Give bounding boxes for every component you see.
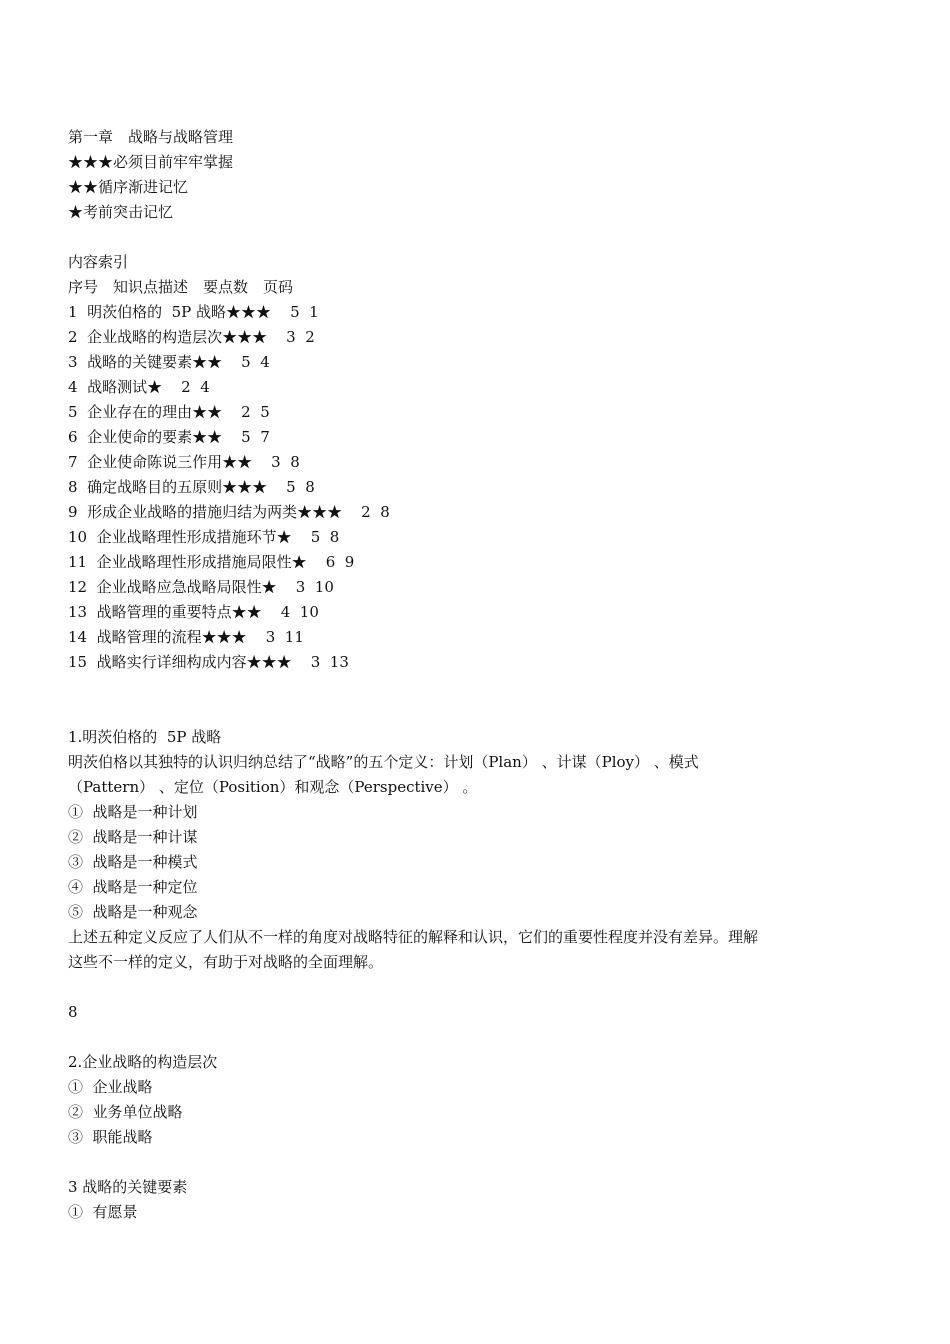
section2-item: ③ 职能战略 <box>68 1128 153 1146</box>
index-heading: 内容索引 <box>68 253 129 271</box>
legend-one-star: ★考前突击记忆 <box>68 203 174 221</box>
section1-item: ③ 战略是一种模式 <box>68 853 198 871</box>
page-number: 8 <box>68 1003 78 1021</box>
legend-two-star: ★★循序渐进记忆 <box>68 178 189 196</box>
spacer <box>68 1025 768 1050</box>
spacer <box>68 975 768 1000</box>
section1-heading: 1.明茨伯格的 5P 战略 <box>68 728 222 746</box>
index-row: 5 企业存在的理由★★ 2 5 <box>68 403 270 421</box>
section2-heading: 2.企业战略的构造层次 <box>68 1053 218 1071</box>
chapter-title: 第一章 战略与战略管理 <box>68 128 234 146</box>
index-row: 7 企业使命陈说三作用★★ 3 8 <box>68 453 300 471</box>
section3-item: ① 有愿景 <box>68 1203 138 1221</box>
section1-intro: 明茨伯格以其独特的认识归纳总结了“战略”的五个定义：计划（Plan） 、计谋（Ploy） 、模式（Pattern） 、定位（Position）和观念（Perspective） 。 <box>68 753 699 796</box>
section3-heading: 3 战略的关键要素 <box>68 1178 188 1196</box>
index-row: 6 企业使命的要素★★ 5 7 <box>68 428 270 446</box>
spacer <box>68 675 768 725</box>
index-row: 12 企业战略应急战略局限性★ 3 10 <box>68 578 334 596</box>
section1-item: ⑤ 战略是一种观念 <box>68 903 198 921</box>
document-page <box>68 125 768 1225</box>
index-row: 11 企业战略理性形成措施局限性★ 6 9 <box>68 553 355 571</box>
index-row: 9 形成企业战略的措施归结为两类★★★ 2 8 <box>68 503 390 521</box>
index-columns: 序号 知识点描述 要点数 页码 <box>68 278 294 296</box>
spacer <box>68 225 768 250</box>
section1-item: ② 战略是一种计谋 <box>68 828 198 846</box>
index-row: 13 战略管理的重要特点★★ 4 10 <box>68 603 319 621</box>
legend-three-star: ★★★必须目前牢牢掌握 <box>68 153 234 171</box>
index-row: 8 确定战略目的五原则★★★ 5 8 <box>68 478 315 496</box>
section1-item: ④ 战略是一种定位 <box>68 878 198 896</box>
index-row: 10 企业战略理性形成措施环节★ 5 8 <box>68 528 340 546</box>
index-row: 1 明茨伯格的 5P 战略★★★ 5 1 <box>68 303 319 321</box>
section2-item: ② 业务单位战略 <box>68 1103 183 1121</box>
spacer <box>68 1150 768 1175</box>
index-row: 3 战略的关键要素★★ 5 4 <box>68 353 270 371</box>
index-row: 14 战略管理的流程★★★ 3 11 <box>68 628 304 646</box>
index-row: 15 战略实行详细构成内容★★★ 3 13 <box>68 653 349 671</box>
index-row: 4 战略测试★ 2 4 <box>68 378 210 396</box>
section2-item: ① 企业战略 <box>68 1078 153 1096</box>
section1-summary: 上述五种定义反应了人们从不一样的角度对战略特征的解释和认识，它们的重要性程度并没有差异。理解这些不一样的定义，有助于对战略的全面理解。 <box>68 928 759 971</box>
section1-item: ① 战略是一种计划 <box>68 803 198 821</box>
index-row: 2 企业战略的构造层次★★★ 3 2 <box>68 328 315 346</box>
